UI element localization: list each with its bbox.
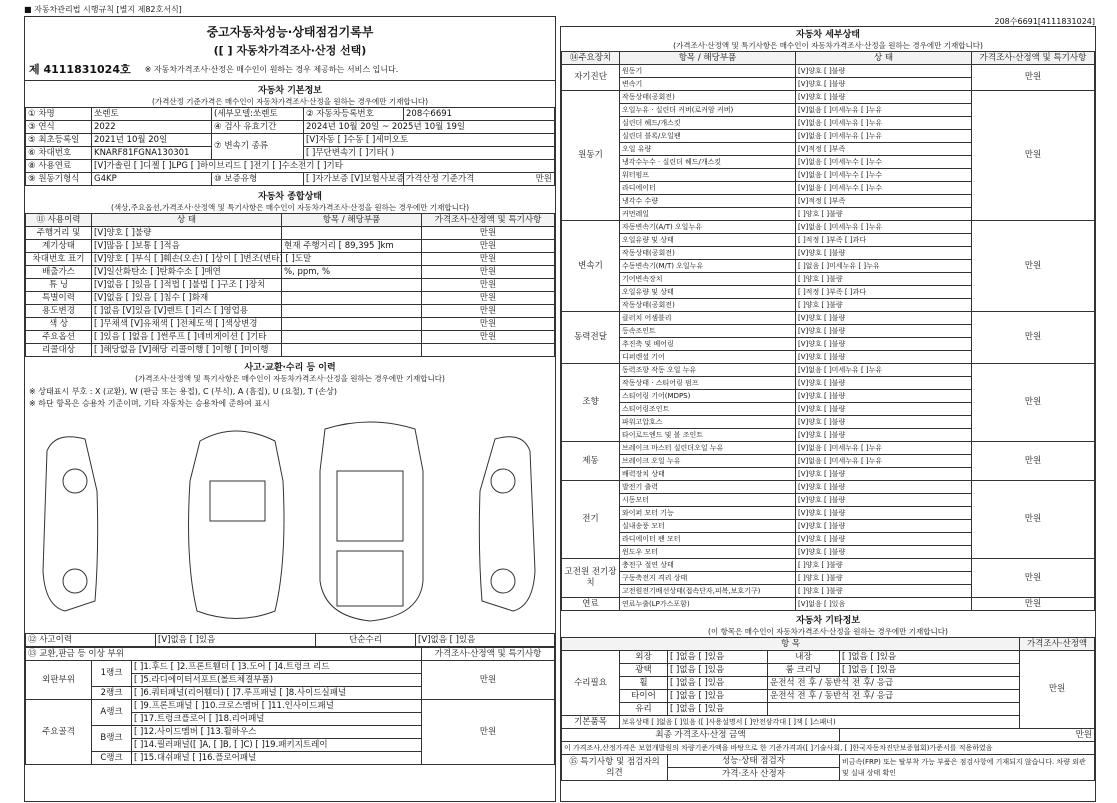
price-cell: 만원 [972, 481, 1095, 559]
detail-status: [V]없음 [ ]미세누유 [ ]누유 [796, 117, 972, 130]
detail-item: 작동상태(공회전) [620, 247, 796, 260]
status-value [282, 279, 422, 292]
table-row [26, 134, 555, 147]
table-row [562, 442, 1095, 455]
detail-status: [ ]양호 [ ]불량 [796, 585, 972, 598]
accident-history-value: [V]없음 [ ]있음 [156, 634, 316, 647]
etc-value: [ ]없음 [ ]있음 [668, 703, 768, 716]
basic-value: (세부모델:쏘렌토 [212, 108, 304, 121]
basic-value: [ ]무단변속기 [ ]기타( ) [304, 147, 555, 160]
col-header: 가격조사·산정액 [1020, 638, 1095, 651]
table-row [26, 648, 555, 661]
detail-status: [V]양호 [ ]불량 [796, 338, 972, 351]
detail-item: 오일누유 · 실린더 커버(로커암 커버) [620, 104, 796, 117]
col-header: 항목 / 해당부품 [282, 214, 422, 227]
detail-item: 오일유량 및 상태 [620, 234, 796, 247]
status-value: [V]없음 [ ]있음 [ ]침수 [ ]화재 [92, 292, 282, 305]
table-row [26, 173, 555, 186]
detail-item: 커먼레일 [620, 208, 796, 221]
basic-value: 208수6691 [404, 108, 555, 121]
status-table [25, 213, 555, 357]
detail-status: [V]없음 [ ]미세누수 [ ]누수 [796, 182, 972, 195]
price-cell: 만원 [972, 559, 1095, 598]
detail-item: 라디에이터 팬 모터 [620, 533, 796, 546]
etc-value: [ ]없음 [ ]있음 [840, 651, 1020, 664]
simple-repair-value: [V]없음 [ ]있음 [416, 634, 555, 647]
detail-status: [V]없음 [ ]미세누유 [ ]누유 [796, 442, 972, 455]
col-header: ⑭주요장치 [562, 52, 620, 65]
rank-items: [ ]17.트렁크플로어 [ ]18.리어패널 [132, 713, 422, 726]
table-row [562, 729, 1095, 742]
detail-item: 윈도우 모터 [620, 546, 796, 559]
table-row [26, 121, 555, 134]
detail-item: 연료누출(LP가스포함) [620, 598, 796, 611]
accident-history-label: ⑫ 사고이력 [26, 634, 156, 647]
detail-status: [ ]없음 [ ]미세누유 [ ]누유 [796, 260, 972, 273]
price-cell: 만원 [972, 442, 1095, 481]
basic-label: 가격산정 기준가격 [406, 173, 475, 184]
table-row [26, 634, 555, 647]
device-group-label: 연료 [562, 598, 620, 611]
price-cell: 만원 [422, 661, 555, 700]
table-row [562, 703, 1095, 716]
device-group-label: 조향 [562, 364, 620, 442]
detail-item: 오일유량 및 상태 [620, 286, 796, 299]
rank-items: [ ]1.후드 [ ]2.프론트휀더 [ ]3.도어 [ ]4.트렁크 리드 [132, 661, 422, 674]
table-row [562, 677, 1095, 690]
form-reference-note: ■ 자동차관리법 시행규칙 [별지 제82호서식] [24, 5, 182, 14]
status-value [282, 292, 422, 305]
basic-value: 2021년 10월 20일 [92, 134, 212, 147]
status-value [282, 305, 422, 318]
rank-label: A랭크 [92, 700, 132, 726]
exchange-table [25, 647, 555, 765]
status-value: [V]양호 [ ]불량 [92, 227, 282, 240]
table-row [26, 160, 555, 173]
detail-item: 작동상태(공회전) [620, 91, 796, 104]
table-row [26, 108, 555, 121]
remark-text: 비금속(FRP) 또는 탈부착 가능 부품은 점검사항에 기재되지 않습니다. 차량 외관 및 실내 상태 확인 [840, 755, 1095, 781]
detail-item: 브레이크 오일 누유 [620, 455, 796, 468]
status-legend: ※ 상태표시 부호 : X (교환), W (판금 또는 용접), C (부식), A (흠집), U (요철), T (손상) [29, 387, 338, 396]
etc-item: 휠 [620, 677, 668, 690]
detail-status: [V]없음 [ ]미세누유 [ ]누유 [796, 221, 972, 234]
table-row [26, 253, 555, 266]
detail-item: 브레이크 마스터 실린더오일 누유 [620, 442, 796, 455]
device-group-label: 변속기 [562, 221, 620, 312]
table-row [562, 690, 1095, 703]
basic-label: ② 자동차등록번호 [304, 108, 404, 121]
detail-item: 원동기 [620, 65, 796, 78]
detail-item: 작동상태 · 스티어링 펌프 [620, 377, 796, 390]
basic-value: [V]자동 [ ]수동 [ ]세미오토 [304, 134, 555, 147]
detail-item: 등속조인트 [620, 325, 796, 338]
status-value [282, 318, 422, 331]
detail-status: [V]없음 [ ]미세누유 [ ]누유 [796, 130, 972, 143]
price-cell: 만원 [972, 364, 1095, 442]
detail-status: [V]양호 [ ]불량 [796, 520, 972, 533]
status-label: 튜 닝 [26, 279, 92, 292]
status-label: 배출가스 [26, 266, 92, 279]
detail-status: [V]없음 [ ]미세누유 [ ]누유 [796, 455, 972, 468]
table-row [562, 598, 1095, 611]
detail-status: [V]양호 [ ]불량 [796, 65, 972, 78]
table-row [562, 638, 1095, 651]
etc-value: [ ]없음 [ ]있음 [668, 690, 768, 703]
basic-value: [ ]자가보증 [V]보험사보증 [304, 173, 404, 186]
etc-value [768, 703, 1020, 716]
detail-status: [V]양호 [ ]불량 [796, 351, 972, 364]
detail-item: 동력조향 작동 오일 누유 [620, 364, 796, 377]
detail-status: [V]없음 [ ]미세누유 [ ]누유 [796, 104, 972, 117]
rank-items: [ ]9.프론트패널 [ ]10.크로스멤버 [ ]11.인사이드패널 [132, 700, 422, 713]
outer-panel-label: 외판부위 [26, 661, 92, 700]
status-label: 특별이력 [26, 292, 92, 305]
table-row [562, 481, 1095, 494]
detail-item: 구동축전지 격리 상태 [620, 572, 796, 585]
service-notice: ※ 자동차가격조사·산정은 매수인이 원하는 경우 제공하는 서비스 입니다. [144, 64, 399, 74]
etc-item: 광택 [620, 664, 668, 677]
price-cell: 만원 [422, 331, 555, 344]
price-cell: 만원 [422, 700, 555, 765]
basic-label: ③ 연식 [26, 121, 92, 134]
detail-item: 변속기 [620, 78, 796, 91]
detail-item: 충전구 절연 상태 [620, 559, 796, 572]
passenger-note: ※ 하단 항목은 승용차 기준이며, 기타 자동차는 승용차에 준하여 표시 [29, 399, 270, 408]
status-title: 자동차 종합상태 [258, 192, 322, 202]
price-cell: 만원 [972, 598, 1095, 611]
table-row [562, 221, 1095, 234]
final-price-value: 만원 [840, 729, 1095, 742]
col-header: 항 목 [562, 638, 1020, 651]
etc-value: 운전석 전 후 / 동반석 전 후/ 응급 [768, 677, 1020, 690]
car-outline-icon [25, 411, 553, 633]
status-value: [V]양호 [ ]부식 [ ]훼손(오손) [ ]상이 [ ]변조(변타) [ ]도말 [92, 253, 282, 266]
etc-item: 유리 [620, 703, 668, 716]
status-value [282, 331, 422, 344]
detail-item: 오일 유량 [620, 143, 796, 156]
table-row [562, 91, 1095, 104]
detail-status: [ ]적정 [ ]부족 [ ]과다 [796, 234, 972, 247]
basic-item-label: 기본품목 [562, 716, 620, 729]
detail-status: [V]양호 [ ]불량 [796, 468, 972, 481]
basic-label: ⑧ 사용연료 [26, 160, 92, 173]
etc-item: 외장 [620, 651, 668, 664]
price-cell: 만원 [972, 312, 1095, 364]
detail-status: [V]양호 [ ]불량 [796, 546, 972, 559]
table-row [562, 364, 1095, 377]
car-diagram [25, 411, 555, 633]
detail-status: [ ]양호 [ ]불량 [796, 559, 972, 572]
price-cell: 만원 [1020, 651, 1095, 729]
etc-value: [ ]없음 [ ]있음 [840, 664, 1020, 677]
detail-item: 고전원전기배선상태(접속단자,피복,보호기구) [620, 585, 796, 598]
basic-value: [V]가솔린 [ ]디젤 [ ]LPG [ ]하이브리드 [ ]전기 [ ]수소전기 [ ]기타 [92, 160, 555, 173]
status-value [282, 344, 422, 357]
detail-status: [V]양호 [ ]불량 [796, 507, 972, 520]
rank-items: [ ]6.쿼터패널(리어휀더) [ ]7.루프패널 [ ]8.사이드실패널 [132, 687, 422, 700]
status-value: [ ]있음 [ ]없음 [ ]썬루프 [ ]네비게이션 [ ]기타 [92, 331, 282, 344]
accident-title: 사고·교환·수리 등 이력 [244, 363, 336, 373]
detail-status: [ ]양호 [ ]불량 [796, 299, 972, 312]
status-value: [V]많음 [ ]보통 [ ]적음 [92, 240, 282, 253]
detail-status: [V]양호 [ ]불량 [796, 312, 972, 325]
doc-id-right: 208수6691[4111831024] [994, 17, 1095, 26]
table-row [26, 318, 555, 331]
rank-label: C랭크 [92, 752, 132, 765]
price-cell: 만원 [422, 318, 555, 331]
basic-info-sub: (가격산정 기준가격은 매수인이 자동차가격조사·산정을 원하는 경우에만 기재합니다) [151, 97, 429, 106]
detail-item: 라디에이터 [620, 182, 796, 195]
device-group-label: 제동 [562, 442, 620, 481]
table-row [562, 742, 1095, 755]
etc-value: 운전석 전 후 / 동반석 전 후/ 응급 [768, 690, 1020, 703]
status-label: 색 상 [26, 318, 92, 331]
detail-item: 자동변속기(A/T) 오일누유 [620, 221, 796, 234]
rank-items: [ ]14.필러패널([ ]A, [ ]B, [ ]C) [ ]19.패키지트레이 [132, 739, 422, 752]
detail-item: 냉각수누수 · 실린더 헤드/개스킷 [620, 156, 796, 169]
form-subtitle: ([ ] 자동차가격조사·산정 선택) [213, 44, 367, 57]
detail-item: 시동모터 [620, 494, 796, 507]
status-value: [ ]해당없음 [V]해당 리콜이행 [ ]이행 [ ]미이행 [92, 344, 282, 357]
basic-value: 2024년 10월 20일 ~ 2025년 10월 19일 [304, 121, 555, 134]
detail-status: [V]없음 [ ]미세누유 [ ]누유 [796, 364, 972, 377]
remark-label: ⑮ 특기사항 및 점검자의 의견 [562, 755, 668, 781]
basic-item-value: 보유상태 [ ]없음 [ ]있음 ([ ]사용설명서 [ ]안전삼각대 [ ]잭 [ ]스패너) [620, 716, 1020, 729]
accident-sub: (가격조사·산정액 및 특기사항은 매수인이 자동차가격조사·산정을 원하는 경우에만 기재합니다) [135, 374, 445, 383]
device-group-label: 자기진단 [562, 65, 620, 91]
repair-needed-label: 수리필요 [562, 651, 620, 716]
detail-item: 작동상태(공회전) [620, 299, 796, 312]
etc-sub: (이 항목은 매수인이 자동차가격조사·산정을 원하는 경우에만 기재합니다) [708, 627, 948, 636]
detail-status: [V]양호 [ ]불량 [796, 377, 972, 390]
device-group-label: 원동기 [562, 91, 620, 221]
detail-item: 디퍼렌셜 기어 [620, 351, 796, 364]
device-group-label: 고전원 전기장치 [562, 559, 620, 598]
detail-item: 스티어링 기어(MDPS) [620, 390, 796, 403]
basic-value: G4KP [92, 173, 212, 186]
detail-status: [ ]양호 [ ]불량 [796, 273, 972, 286]
status-value: %, ppm, % [282, 266, 422, 279]
status-value: [V]없음 [ ]있음 [ ]적법 [ ]불법 [ ]구조 [ ]장치 [92, 279, 282, 292]
detail-item: 파워고압호스 [620, 416, 796, 429]
table-row [26, 344, 555, 357]
device-group-label: 전기 [562, 481, 620, 559]
etc-item: 타이어 [620, 690, 668, 703]
rank-label: 1랭크 [92, 661, 132, 687]
table-row [562, 651, 1095, 664]
table-row [562, 312, 1095, 325]
status-value [282, 227, 422, 240]
rank-label: B랭크 [92, 726, 132, 752]
detail-item: 실내송풍 모터 [620, 520, 796, 533]
basic-label: ⑥ 차대번호 [26, 147, 92, 160]
detail-table [561, 51, 1095, 611]
detail-status: [V]양호 [ ]불량 [796, 390, 972, 403]
detail-status: [V]양호 [ ]불량 [796, 78, 972, 91]
status-label: 주요옵션 [26, 331, 92, 344]
status-label: 용도변경 [26, 305, 92, 318]
price-cell: 만원 [972, 91, 1095, 221]
col-header: 상 태 [796, 52, 972, 65]
table-row [562, 559, 1095, 572]
status-label: 계기상태 [26, 240, 92, 253]
detail-status: [V]양호 [ ]불량 [796, 416, 972, 429]
basic-label: ⑤ 최초등록일 [26, 134, 92, 147]
detail-item: 실린더 블록/오일팬 [620, 130, 796, 143]
status-label: 차대번호 표기 [26, 253, 92, 266]
detail-status: [ ]양호 [ ]불량 [796, 208, 972, 221]
detail-status: [ ]적정 [ ]부족 [ ]과다 [796, 286, 972, 299]
detail-item: 배력장치 상태 [620, 468, 796, 481]
table-row [26, 292, 555, 305]
detail-status: [V]없음 [ ]미세누수 [ ]누수 [796, 169, 972, 182]
basic-value: 쏘렌토 [92, 108, 212, 121]
etc-value: [ ]없음 [ ]있음 [668, 677, 768, 690]
basic-label: ④ 검사 유효기간 [212, 121, 304, 134]
table-row [26, 266, 555, 279]
basic-label: ⑩ 보증유형 [212, 173, 304, 186]
detail-status: [V]양호 [ ]불량 [796, 325, 972, 338]
detail-item: 기어변속장치 [620, 273, 796, 286]
rank-items: [ ]12.사이드멤버 [ ]13.휠하우스 [132, 726, 422, 739]
table-row [562, 755, 1095, 768]
table-row [562, 664, 1095, 677]
status-sub: (색상,주요옵션,가격조사·산정액 및 특기사항은 매수인이 자동차가격조사·산정을 원하는 경우에만 기재합니다) [110, 203, 470, 212]
price-cell: 만원 [972, 221, 1095, 312]
rank-items: [ ]5.라디에이터서포트(볼트체결부품) [132, 674, 422, 687]
basic-label: ① 차명 [26, 108, 92, 121]
detail-status: [V]양호 [ ]불량 [796, 429, 972, 442]
detail-status: [V]양호 [ ]불량 [796, 247, 972, 260]
price-cell: 만원 [422, 305, 555, 318]
status-label: 주행거리 및 [26, 227, 92, 240]
detail-status: [V]양호 [ ]불량 [796, 533, 972, 546]
table-row [26, 214, 555, 227]
price-cell: 만원 [422, 240, 555, 253]
price-inspector-label: 가격·조사 산정자 [668, 768, 840, 781]
table-row [26, 700, 555, 713]
simple-repair-label: 단순수리 [316, 634, 416, 647]
detail-status: [V]양호 [ ]불량 [796, 403, 972, 416]
etc-title: 자동차 기타정보 [796, 616, 860, 626]
price-cell: 만원 [422, 266, 555, 279]
status-value: [ ]무채색 [V]유채색 [ ]전체도색 [ ]색상변경 [92, 318, 282, 331]
col-header: 항목 / 해당부품 [620, 52, 796, 65]
basic-info-table [25, 107, 555, 186]
right-page [560, 26, 1096, 802]
basic-label: ⑦ 변속기 종류 [212, 134, 304, 160]
basic-label: ⑨ 원동기형식 [26, 173, 92, 186]
detail-status: [V]적정 [ ]부족 [796, 143, 972, 156]
table-row [26, 305, 555, 318]
detail-status: [V]없음 [ ]있음 [796, 598, 972, 611]
detail-status: [V]없음 [ ]미세누수 [ ]누수 [796, 156, 972, 169]
col-header: 가격조사·산정액 및 특기사항 [422, 214, 555, 227]
basic-price: 만원 [535, 173, 552, 184]
table-row [562, 52, 1095, 65]
table-row [562, 65, 1095, 78]
doc-number: 제 4111831024호 [29, 63, 131, 76]
price-cell: 만원 [422, 253, 555, 266]
detail-status: [V]양호 [ ]불량 [796, 481, 972, 494]
table-row [26, 240, 555, 253]
price-cell [422, 344, 555, 357]
basic-value: KNARF81FGNA130301 [92, 147, 212, 160]
etc-value: [ ]없음 [ ]있음 [668, 651, 768, 664]
detail-item: 타이로드엔드 및 볼 조인트 [620, 429, 796, 442]
frame-label: 주요골격 [26, 700, 92, 765]
rank-label: 2랭크 [92, 687, 132, 700]
status-value: 현재 주행거리 [ 89,395 ]km [282, 240, 422, 253]
detail-item: 와이퍼 모터 기능 [620, 507, 796, 520]
device-group-label: 동력전달 [562, 312, 620, 364]
price-cell: 만원 [422, 292, 555, 305]
etc-value: [ ]없음 [ ]있음 [668, 664, 768, 677]
exchange-label: ⑬ 교환,판금 등 이상 부위 [26, 648, 422, 661]
inspector-label: 성능·상태 점검자 [668, 755, 840, 768]
final-price-note: 이 가격조사,산정가격은 보험개발원의 차량기준가액을 바탕으로 한 기준가격과([ ]기술사회, [ ]한국자동차진단보증협회)가준서를 적용하였음 [562, 742, 1095, 755]
basic-value: 2022 [92, 121, 212, 134]
etc-item: 룸 크리닝 [768, 664, 840, 677]
etc-table [561, 637, 1095, 781]
detail-item: 실린더 헤드/개스킷 [620, 117, 796, 130]
status-label: 리콜대상 [26, 344, 92, 357]
accident-history-table [25, 633, 555, 647]
detail-item: 워터펌프 [620, 169, 796, 182]
basic-info-title: 자동차 기본정보 [25, 80, 555, 96]
rank-items: [ ]15.대쉬패널 [ ]16.플로어패널 [132, 752, 422, 765]
detail-item: 수동변속기(M/T) 오일누유 [620, 260, 796, 273]
detail-status: [V]양호 [ ]불량 [796, 494, 972, 507]
col-header: 가격조사·산정액 및 특기사항 [972, 52, 1095, 65]
table-row [26, 279, 555, 292]
table-row [26, 661, 555, 674]
col-header: 상 태 [92, 214, 282, 227]
detail-status: [ ]양호 [ ]불량 [796, 572, 972, 585]
final-price-label: 최종 가격조사·산정 금액 [562, 729, 840, 742]
detail-sub: (가격조사·산정액 및 특기사항은 매수인이 자동차가격조사·산정을 원하는 경우에만 기재합니다) [673, 41, 983, 50]
price-cell: 만원 [972, 65, 1095, 91]
price-cell: 만원 [422, 227, 555, 240]
detail-item: 스티어링조인트 [620, 403, 796, 416]
table-row [26, 331, 555, 344]
col-header: ⑪ 사용이력 [26, 214, 92, 227]
status-value: [ ]없음 [V]있음 [V]렌트 [ ]리스 [ ]영업용 [92, 305, 282, 318]
form-title: 중고자동차성능·상태점검기록부 [206, 25, 374, 39]
detail-status: [V]적정 [ ]부족 [796, 195, 972, 208]
table-row [26, 227, 555, 240]
col-header: 가격조사·산정액 및 특기사항 [422, 648, 555, 661]
etc-item: 내장 [768, 651, 840, 664]
status-value: [V]일산화탄소 [ ]탄화수소 [ ]매연 [92, 266, 282, 279]
detail-status: [V]양호 [ ]불량 [796, 91, 972, 104]
price-cell: 만원 [422, 279, 555, 292]
detail-item: 클러치 어셈블리 [620, 312, 796, 325]
detail-item: 발전기 출력 [620, 481, 796, 494]
left-page [24, 16, 556, 802]
detail-title: 자동차 세부상태 [796, 30, 860, 40]
table-row [562, 716, 1095, 729]
detail-item: 추진축 및 베어링 [620, 338, 796, 351]
detail-item: 냉각수 수량 [620, 195, 796, 208]
